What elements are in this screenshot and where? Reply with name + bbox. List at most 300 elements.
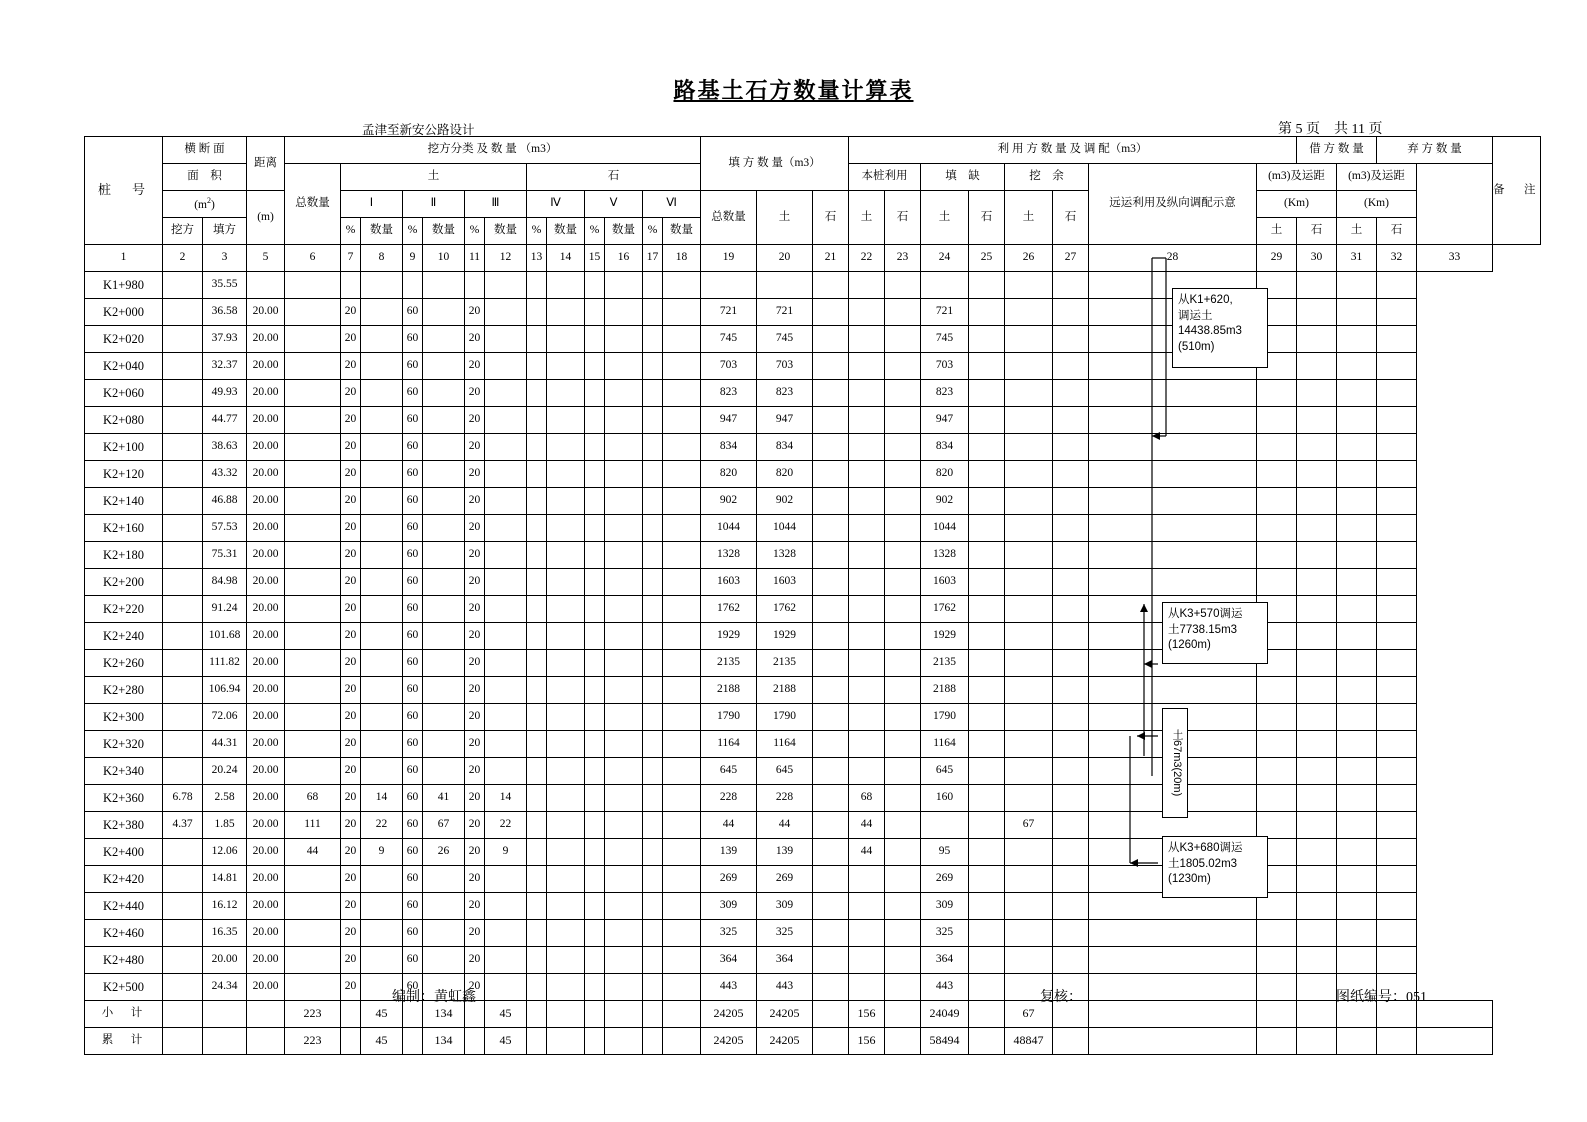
- cell-ftot: 745: [701, 326, 757, 353]
- cell-ftot: 269: [701, 866, 757, 893]
- cell-user: [885, 893, 921, 920]
- haul-note-3-text: 土67m3(20m): [1171, 729, 1183, 797]
- table-row: [85, 434, 1541, 461]
- cell-p3: 20: [465, 974, 485, 1001]
- colnum: 19: [701, 245, 757, 272]
- cell-dist: 20.00: [247, 731, 285, 758]
- cell-frock: [813, 785, 849, 812]
- cell-shr: [969, 542, 1005, 569]
- cell-q6: [663, 488, 701, 515]
- table-row: [85, 353, 1541, 380]
- cell-bs: [1089, 866, 1257, 893]
- table-row: [85, 542, 1541, 569]
- cell-p3: 20: [465, 758, 485, 785]
- cell-q6: [663, 434, 701, 461]
- cell-cut: [163, 731, 203, 758]
- table-row: [85, 461, 1541, 488]
- cell-frock: [813, 272, 849, 299]
- cell-br: [1257, 839, 1297, 866]
- cell-ws: [1297, 542, 1337, 569]
- cell-p3: 20: [465, 785, 485, 812]
- th-stake: 桩 号: [85, 137, 163, 245]
- cell-q5: [605, 731, 643, 758]
- cell-ftot: 645: [701, 758, 757, 785]
- cell-p4: [527, 839, 547, 866]
- cell-q4: [547, 650, 585, 677]
- cell-p4: [527, 407, 547, 434]
- cell-remark: [1377, 326, 1417, 353]
- cell-q4: [547, 488, 585, 515]
- cell-p6: [643, 812, 663, 839]
- cell-q5: [605, 353, 643, 380]
- th-waste2: (m3)及运距: [1337, 164, 1417, 191]
- cell-p4: [527, 947, 547, 974]
- cell-total: [285, 569, 341, 596]
- table-row: [85, 920, 1541, 947]
- cell-fill: 2.58: [203, 785, 247, 812]
- cell-bs: [1089, 731, 1257, 758]
- cell-p2: 60: [403, 650, 423, 677]
- table-row: [85, 677, 1541, 704]
- cell-q4: [547, 461, 585, 488]
- cell-q3: 14: [485, 785, 527, 812]
- cell-q4: [547, 920, 585, 947]
- cell-br: [1257, 893, 1297, 920]
- cell-bs: [1089, 812, 1257, 839]
- table-row: [85, 812, 1541, 839]
- cell-remark: [1377, 677, 1417, 704]
- th-rock: 石: [527, 164, 701, 191]
- cell-br: [1257, 947, 1297, 974]
- cell-fill: 37.93: [203, 326, 247, 353]
- cell-uses: [849, 731, 885, 758]
- cell-ftot: 44: [701, 812, 757, 839]
- cell-fill: 57.53: [203, 515, 247, 542]
- cell-wr: [1337, 704, 1377, 731]
- cell-q4: [547, 569, 585, 596]
- cell-wr: [1337, 758, 1377, 785]
- cell-bs: [1089, 596, 1257, 623]
- cell-p6: [643, 785, 663, 812]
- colnum: 12: [485, 245, 527, 272]
- cell-q2: [423, 623, 465, 650]
- cell-p4: [527, 704, 547, 731]
- cell-dist: 20.00: [247, 947, 285, 974]
- cell-p3: 20: [465, 947, 485, 974]
- cell-frock: [813, 839, 849, 866]
- cell-p1: 20: [341, 488, 361, 515]
- cell-p5: [585, 866, 605, 893]
- cell-dist: 20.00: [247, 650, 285, 677]
- cell-cut: [163, 272, 203, 299]
- th-pct-6: %: [643, 218, 663, 245]
- cell-p4: [527, 866, 547, 893]
- cell-sus: 67: [1005, 812, 1053, 839]
- cell-total: [285, 515, 341, 542]
- cell-p1: 20: [341, 866, 361, 893]
- cell-total: [285, 407, 341, 434]
- cell-ws: [1297, 650, 1337, 677]
- cell-q1: [361, 353, 403, 380]
- cell-sur: [1053, 839, 1089, 866]
- cell-dist: [247, 272, 285, 299]
- cell-total: 111: [285, 812, 341, 839]
- cell-p5: [585, 569, 605, 596]
- colnum: 25: [969, 245, 1005, 272]
- cell-ftot: 1164: [701, 731, 757, 758]
- cell-wr: [1337, 326, 1377, 353]
- cell-p5: [585, 758, 605, 785]
- cell-q6: [663, 461, 701, 488]
- cell-p2: 60: [403, 569, 423, 596]
- stake-cell: K2+140: [85, 488, 163, 515]
- cumulative-fill-soil: 24205: [757, 1028, 813, 1055]
- cell-br: [1257, 353, 1297, 380]
- cell-ftot: 820: [701, 461, 757, 488]
- cell-sus: [1005, 893, 1053, 920]
- cell-q3: [485, 461, 527, 488]
- cell-sur: [1053, 407, 1089, 434]
- cell-shr: [969, 839, 1005, 866]
- cell-q3: [485, 299, 527, 326]
- cell-q6: [663, 947, 701, 974]
- cell-frock: [813, 407, 849, 434]
- cell-sur: [1053, 812, 1089, 839]
- th-borrow2: (m3)及运距: [1257, 164, 1337, 191]
- stake-cell: K2+020: [85, 326, 163, 353]
- cell-br: [1257, 380, 1297, 407]
- cell-ws: [1297, 758, 1337, 785]
- th-fill-rock: 石: [813, 191, 849, 245]
- cell-cut: [163, 569, 203, 596]
- cell-frock: [813, 542, 849, 569]
- cell-q3: [485, 920, 527, 947]
- cell-q5: [605, 515, 643, 542]
- cell-q2: [423, 488, 465, 515]
- cell-uses: [849, 920, 885, 947]
- column-number-row: [85, 245, 1541, 272]
- cell-fill: 43.32: [203, 461, 247, 488]
- cell-total: [285, 893, 341, 920]
- cell-sus: [1005, 515, 1053, 542]
- table-row: [85, 947, 1541, 974]
- cell-q1: [361, 650, 403, 677]
- cell-wr: [1337, 461, 1377, 488]
- cell-p6: [643, 380, 663, 407]
- cell-p4: [527, 677, 547, 704]
- cell-p6: [643, 731, 663, 758]
- cell-p5: [585, 515, 605, 542]
- cell-shs: 902: [921, 488, 969, 515]
- cell-dist: 20.00: [247, 380, 285, 407]
- th-remark: 备 注: [1493, 137, 1541, 245]
- cell-q5: [605, 569, 643, 596]
- cell-p1: 20: [341, 893, 361, 920]
- cell-ftot: 1603: [701, 569, 757, 596]
- cell-ftot: 1929: [701, 623, 757, 650]
- cell-sur: [1053, 461, 1089, 488]
- cell-p6: [643, 893, 663, 920]
- cell-uses: [849, 380, 885, 407]
- cell-wr: [1337, 866, 1377, 893]
- cell-remark: [1377, 812, 1417, 839]
- cell-p6: [643, 866, 663, 893]
- cell-q6: [663, 299, 701, 326]
- cell-sur: [1053, 380, 1089, 407]
- cell-bs: [1089, 272, 1257, 299]
- cell-total: 68: [285, 785, 341, 812]
- cell-dist: 20.00: [247, 974, 285, 1001]
- cell-total: [285, 596, 341, 623]
- cell-sus: [1005, 353, 1053, 380]
- cell-p6: [643, 704, 663, 731]
- cell-ws: [1297, 569, 1337, 596]
- cell-wr: [1337, 623, 1377, 650]
- cell-wr: [1337, 812, 1377, 839]
- cell-q4: [547, 866, 585, 893]
- cell-ws: [1297, 920, 1337, 947]
- th-qty-4: 数量: [547, 218, 585, 245]
- cell-bs: [1089, 299, 1257, 326]
- cell-p2: 60: [403, 785, 423, 812]
- cell-shs: 160: [921, 785, 969, 812]
- cell-q5: [605, 596, 643, 623]
- cell-q6: [663, 704, 701, 731]
- stake-cell: K1+980: [85, 272, 163, 299]
- cell-sus: [1005, 461, 1053, 488]
- cell-ftot: 325: [701, 920, 757, 947]
- cell-q6: [663, 650, 701, 677]
- th-pct-1: %: [341, 218, 361, 245]
- th-qty-1: 数量: [361, 218, 403, 245]
- cell-q2: [423, 380, 465, 407]
- cell-q5: [605, 380, 643, 407]
- cell-sur: [1053, 920, 1089, 947]
- cell-cut: [163, 920, 203, 947]
- cell-sus: [1005, 704, 1053, 731]
- cell-p2: 60: [403, 380, 423, 407]
- cell-p3: 20: [465, 488, 485, 515]
- cell-p1: 20: [341, 974, 361, 1001]
- cell-q5: [605, 542, 643, 569]
- cell-ftot: 1044: [701, 515, 757, 542]
- cell-p4: [527, 488, 547, 515]
- cell-remark: [1377, 272, 1417, 299]
- th-pct-5: %: [585, 218, 605, 245]
- cell-q6: [663, 758, 701, 785]
- cell-p6: [643, 623, 663, 650]
- cell-p5: [585, 704, 605, 731]
- cell-fill: 24.34: [203, 974, 247, 1001]
- cell-q3: [485, 434, 527, 461]
- subtotal-fill-total: 24205: [701, 1001, 757, 1028]
- cell-p5: [585, 920, 605, 947]
- cell-fsoil: 645: [757, 758, 813, 785]
- cell-q6: [663, 920, 701, 947]
- cell-p4: [527, 380, 547, 407]
- cell-br: [1257, 677, 1297, 704]
- stake-cell: K2+160: [85, 515, 163, 542]
- cell-p4: [527, 893, 547, 920]
- cell-total: [285, 920, 341, 947]
- cell-q6: [663, 407, 701, 434]
- cell-q1: [361, 731, 403, 758]
- cell-fsoil: 820: [757, 461, 813, 488]
- haul-note-1-text: 从K1+620, 调运土 14438.85m3 (510m): [1178, 294, 1242, 353]
- cell-shs: 364: [921, 947, 969, 974]
- cell-total: [285, 704, 341, 731]
- cell-shr: [969, 677, 1005, 704]
- cell-q1: [361, 596, 403, 623]
- cell-wr: [1337, 488, 1377, 515]
- cell-bs: [1089, 542, 1257, 569]
- cell-shr: [969, 650, 1005, 677]
- cell-fill: 75.31: [203, 542, 247, 569]
- cell-frock: [813, 758, 849, 785]
- cell-frock: [813, 947, 849, 974]
- cell-shr: [969, 623, 1005, 650]
- cell-fill: 72.06: [203, 704, 247, 731]
- cell-p6: [643, 542, 663, 569]
- cell-fill: 111.82: [203, 650, 247, 677]
- cell-q3: [485, 407, 527, 434]
- cell-fill: 36.58: [203, 299, 247, 326]
- cell-q4: [547, 731, 585, 758]
- cell-cut: [163, 488, 203, 515]
- table-row: [85, 785, 1541, 812]
- cell-br: [1257, 569, 1297, 596]
- table-row: [85, 623, 1541, 650]
- cell-cut: [163, 407, 203, 434]
- cell-uses: [849, 434, 885, 461]
- cell-q4: [547, 812, 585, 839]
- cell-fill: 12.06: [203, 839, 247, 866]
- cell-fsoil: 823: [757, 380, 813, 407]
- th-shortage: 填 缺: [921, 164, 1005, 191]
- cell-p2: 60: [403, 515, 423, 542]
- cell-p5: [585, 461, 605, 488]
- cell-frock: [813, 461, 849, 488]
- cell-wr: [1337, 299, 1377, 326]
- cell-fill: 91.24: [203, 596, 247, 623]
- cell-dist: 20.00: [247, 434, 285, 461]
- cell-fsoil: 269: [757, 866, 813, 893]
- cell-q2: [423, 407, 465, 434]
- cell-q6: [663, 677, 701, 704]
- cell-ws: [1297, 299, 1337, 326]
- cell-br: [1257, 920, 1297, 947]
- cell-remark: [1377, 893, 1417, 920]
- cell-p2: 60: [403, 596, 423, 623]
- cell-sus: [1005, 839, 1053, 866]
- haul-note-4-text: 从K3+680调运 土1805.02m3 (1230m): [1168, 842, 1243, 886]
- th-soil: 土: [341, 164, 527, 191]
- th-section-area2: 面 积: [163, 164, 247, 191]
- cell-bs: [1089, 947, 1257, 974]
- cell-q2: [423, 677, 465, 704]
- cell-p1: 20: [341, 731, 361, 758]
- cell-dist: 20.00: [247, 893, 285, 920]
- cumulative-q3: 45: [485, 1028, 527, 1055]
- cell-cut: [163, 839, 203, 866]
- cell-remark: [1377, 623, 1417, 650]
- cell-remark: [1377, 650, 1417, 677]
- cell-uses: [849, 704, 885, 731]
- cell-q1: [361, 758, 403, 785]
- cell-cut: [163, 434, 203, 461]
- cell-ftot: 443: [701, 974, 757, 1001]
- cell-q6: [663, 839, 701, 866]
- cell-p4: [527, 461, 547, 488]
- cell-q5: [605, 272, 643, 299]
- th-excavation-group: 挖方分类 及 数 量 （m3）: [285, 137, 701, 164]
- th-grade-6: Ⅵ: [643, 191, 701, 218]
- cell-p1: 20: [341, 785, 361, 812]
- cell-frock: [813, 731, 849, 758]
- cell-p4: [527, 731, 547, 758]
- th-borrow: 借 方 数 量: [1297, 137, 1377, 164]
- cell-fsoil: 902: [757, 488, 813, 515]
- cell-p5: [585, 893, 605, 920]
- cell-shs: 1164: [921, 731, 969, 758]
- cell-remark: [1377, 758, 1417, 785]
- cell-user: [885, 677, 921, 704]
- colnum: 17: [643, 245, 663, 272]
- cell-q3: [485, 596, 527, 623]
- cell-ftot: [701, 272, 757, 299]
- cell-q1: [361, 542, 403, 569]
- cell-p4: [527, 569, 547, 596]
- cell-sus: [1005, 380, 1053, 407]
- cell-remark: [1377, 731, 1417, 758]
- cell-q4: [547, 677, 585, 704]
- cell-dist: 20.00: [247, 920, 285, 947]
- cell-ws: [1297, 704, 1337, 731]
- cell-q2: [423, 272, 465, 299]
- table-row: [85, 380, 1541, 407]
- cell-fill: 20.24: [203, 758, 247, 785]
- cell-user: [885, 272, 921, 299]
- cell-sur: [1053, 542, 1089, 569]
- cell-q3: [485, 866, 527, 893]
- table-row: [85, 299, 1541, 326]
- cell-br: [1257, 596, 1297, 623]
- cell-shs: 834: [921, 434, 969, 461]
- cell-q2: [423, 596, 465, 623]
- cell-p1: 20: [341, 920, 361, 947]
- earthwork-table: [84, 136, 1541, 1055]
- cell-q2: [423, 704, 465, 731]
- cell-q3: [485, 677, 527, 704]
- cell-sur: [1053, 326, 1089, 353]
- cell-sur: [1053, 488, 1089, 515]
- cell-bs: [1089, 326, 1257, 353]
- cell-sus: [1005, 326, 1053, 353]
- cell-q6: [663, 569, 701, 596]
- cell-user: [885, 731, 921, 758]
- cell-p1: 20: [341, 596, 361, 623]
- cell-cut: [163, 893, 203, 920]
- cell-sus: [1005, 677, 1053, 704]
- cell-p1: 20: [341, 353, 361, 380]
- cell-user: [885, 407, 921, 434]
- cell-wr: [1337, 380, 1377, 407]
- cell-p2: 60: [403, 353, 423, 380]
- cell-q6: [663, 272, 701, 299]
- cell-sus: [1005, 758, 1053, 785]
- cell-p3: 20: [465, 893, 485, 920]
- cell-p2: 60: [403, 812, 423, 839]
